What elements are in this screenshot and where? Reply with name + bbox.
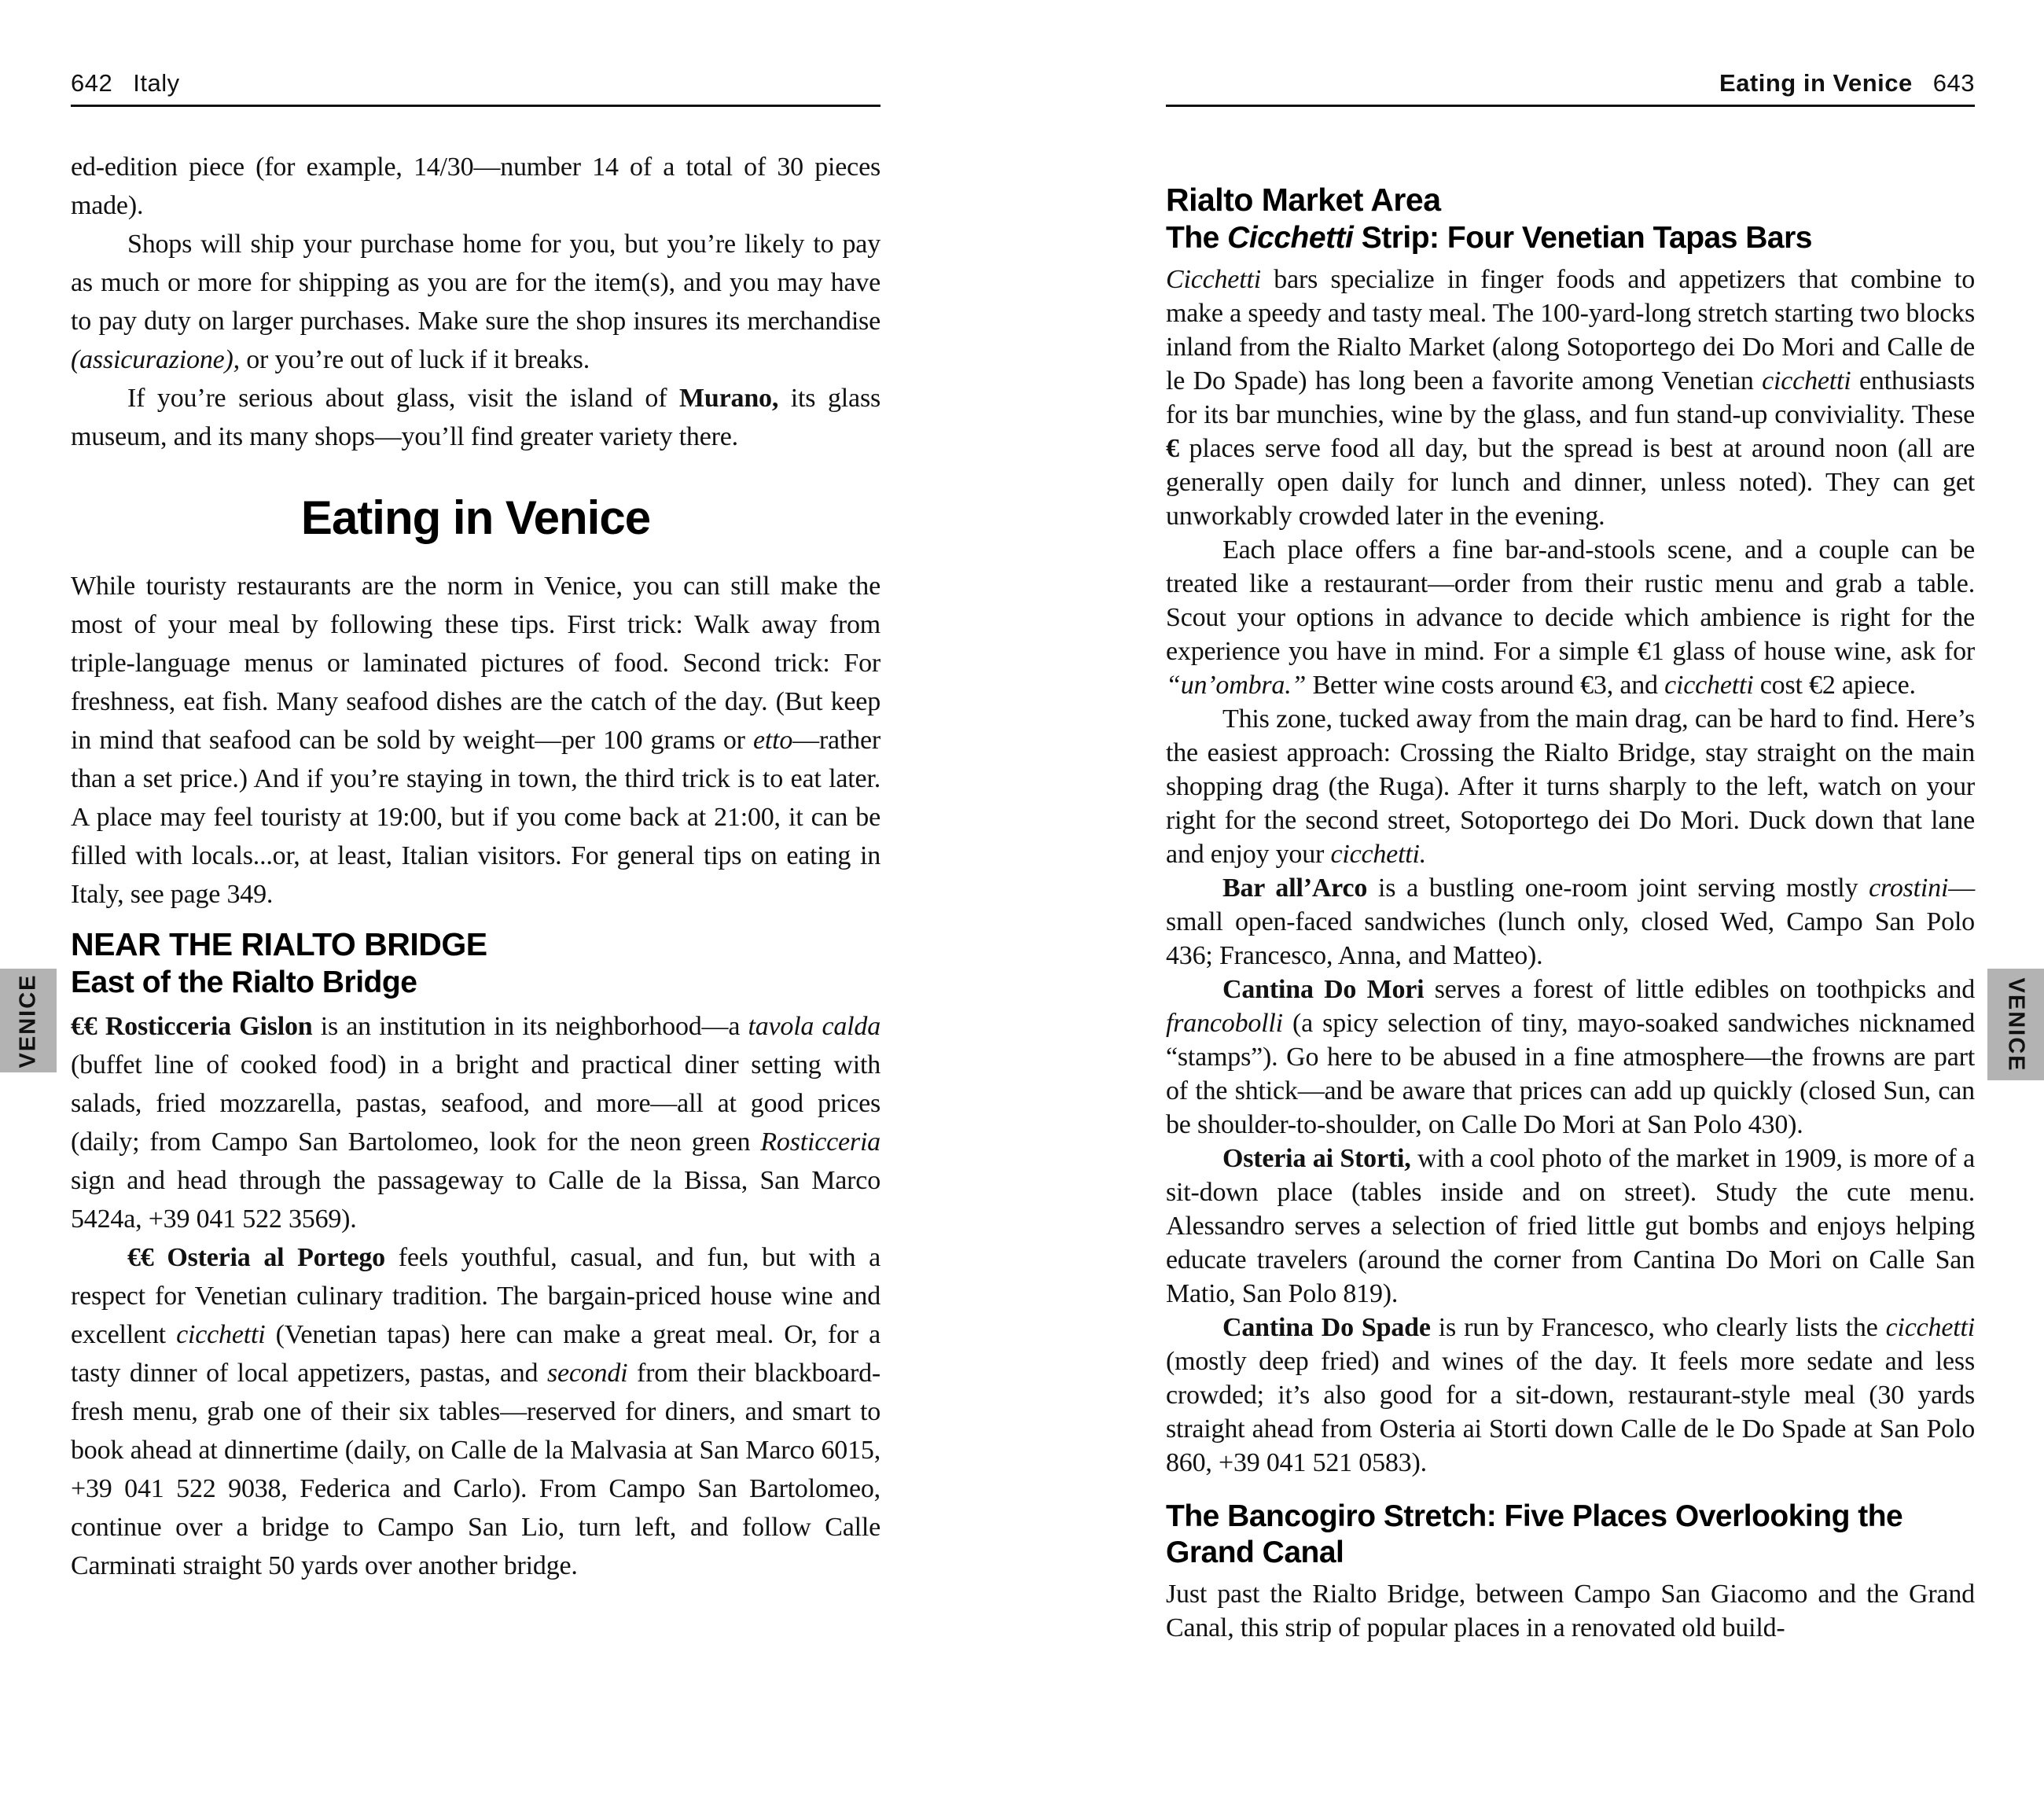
text-run: €€ Osteria al Portego [127,1243,385,1272]
text-run: Just past the Rialto Bridge, between Campo San Giacomo and the Grand Canal, this strip of popular places in a renovated old build- [1166,1580,1975,1642]
heading [1166,220,1975,256]
heading [71,491,880,545]
paragraph [1166,1142,1975,1311]
text-run: sign and head through the passageway to Calle de la Bissa, San Marco 5424a, +39 041 522 3569). [71,1166,880,1234]
text-run: € [1166,434,1179,463]
text-run: is run by Francesco, who clearly lists the [1430,1313,1886,1342]
text-run: While touristy restaurants are the norm in Venice, you can still make the most of your meal by following these tips. First trick: Walk away from triple-language menus or laminated pictures of food. Second trick: For freshness, eat fish. Many seafood dishes are the catch of the day. (But keep in mind that seafood can be sold by weight—per 100 grams or [71,572,880,755]
text-run: The [1166,221,1228,255]
text-run: Cantina Do Mori [1222,975,1425,1004]
text-run: “un’ombra.” [1166,671,1307,700]
paragraph [71,567,880,914]
page-left-running-header [71,69,880,97]
text-run: Bar all’Arco [1222,874,1368,903]
page-right [1166,0,1975,1817]
text-run: cicchetti. [1330,840,1427,869]
text-run: (a spicy selection of tiny, mayo-soaked sandwiches nicknamed “stamps”). Go here to be abused in a fine atmosphere—the frowns are part of the shtick—and be aware that prices can add up quickly (closed Sun, can be shoulder-to-shoulder, on Calle Do Mori at San Polo 430). [1166,1009,1975,1139]
text-run: its glass museum, and its many shops—you’ll find greater variety there. [71,384,881,451]
text-run: feels youthful, casual, and fun, but with a respect for Venetian culinary tradition. The bargain-priced house wine and excellent [71,1243,880,1349]
page-left [71,0,880,1817]
text-run: is a bustling one-room joint serving mostly [1367,874,1869,903]
text-run: —rather than a set price.) And if you’re staying in town, the third trick is to eat later. A place may feel touristy at 19:00, but if you come back at 21:00, it can be filled with locals...or, at least, Italian visitors. For general tips on eating in Italy, see page 349. [71,726,880,909]
text-run: or you’re out of luck if it breaks. [239,345,590,374]
text-run: (mostly deep fried) and wines of the day. It feels more sedate and less crowded; it’s also good for a sit-down, restaurant-style meal (30 yards straight ahead from Osteria ai Storti down Calle de le Do Spade at San Polo 860, +39 041 521 0583). [1166,1347,1975,1477]
page-number: 643 [1932,69,1975,97]
text-run: Murano, [679,384,779,413]
text-run: secondi [546,1359,628,1388]
text-run: cicchetti [1762,366,1851,395]
text-run: Strip: Four Venetian Tapas Bars [1353,221,1812,255]
text-run: NEAR THE RIALTO BRIDGE [71,926,487,962]
text-run: cicchetti [1885,1313,1975,1342]
page-right-content [1166,169,1975,1645]
text-run: tavola calda [748,1012,880,1041]
paragraph [71,225,880,379]
text-run: ed-edition piece (for example, 14/30—number 14 of a total of 30 pieces made). [71,153,880,220]
paragraph [1166,263,1975,533]
text-run: East of the Rialto Bridge [71,966,417,999]
text-run: Rosticceria [760,1127,880,1157]
text-run: from their blackboard-fresh menu, grab one of their six tables—reserved for diners, and smart to book ahead at dinnertime (daily, on Calle de la Malvasia at San Marco 6015, +39 041 522 9038, Federica and Carlo). From Campo San Bartolomeo, continue over a bridge to Campo San Lio, turn left, and follow Calle Carminati straight 50 yards over another bridge. [71,1359,880,1580]
text-run: Cantina Do Spade [1222,1313,1431,1342]
text-run: etto [752,726,793,755]
text-run: Cicchetti [1227,221,1354,255]
venice-thumb-tab-right [1987,969,2044,1080]
heading [71,965,880,1001]
text-run: cost €2 apiece. [1753,671,1916,700]
text-run: Shops will ship your purchase home for you, but you’re likely to pay as much or more for shipping as you are for the item(s), and you may have to pay duty on larger purchases. Make sure the shop insures its merchandise [71,230,880,336]
text-run: If you’re serious about glass, visit the island of [127,384,680,413]
paragraph [1166,533,1975,702]
text-run: (assicurazione), [71,345,240,374]
paragraph [1166,871,1975,973]
text-run: Rialto Market Area [1166,182,1441,218]
text-run: —small open-faced sandwiches (lunch only, closed Wed, Campo San Polo 436; Francesco, Anna, and Matteo). [1166,874,1975,970]
paragraph [1166,1577,1975,1645]
paragraph [1166,702,1975,871]
running-section-title: Eating in Venice [1719,69,1913,97]
text-run: is an institution in its neighborhood—a [312,1012,748,1041]
text-run: cicchetti [1664,671,1754,700]
text-run: crostini [1869,874,1949,903]
header-rule [1166,105,1975,107]
paragraph [1166,1311,1975,1480]
paragraph [71,148,880,225]
venice-thumb-tab-left [0,969,57,1072]
text-run: cicchetti [176,1320,266,1349]
text-run: This zone, tucked away from the main drag, can be hard to find. Here’s the easiest approach: Crossing the Rialto Bridge, stay straight on the main shopping drag (the Ruga). After it turns sharply to the left, watch on your right for the second street, Sotoportego dei Do Mori. Duck down that lane and enjoy your [1166,704,1975,869]
text-run: Each place offers a fine bar-and-stools scene, and a couple can be treated like a restaurant—order from their rustic menu and grab a table. Scout your options in advance to decide which ambience is right for the experience you have in mind. For a simple €1 glass of house wine, ask for [1166,535,1975,666]
heading [1166,182,1975,219]
heading [1166,1499,1975,1571]
text-run: Eating in Venice [300,491,651,544]
paragraph [71,379,880,456]
text-run: places serve food all day, but the spread is best at around noon (all are generally open daily for lunch and dinner, unless noted). They can get unworkably crowded later in the evening. [1166,434,1975,531]
text-run: francobolli [1166,1009,1283,1038]
paragraph [71,1007,880,1238]
text-run: Better wine costs around €3, and [1306,671,1665,700]
text-run: The Bancogiro Stretch: Five Places Overlooking the Grand Canal [1166,1499,1903,1569]
heading [71,926,880,963]
page-right-running-header [1166,69,1975,97]
text-run: Osteria ai Storti, [1222,1144,1411,1173]
text-run: serves a forest of little edibles on toothpicks and [1424,975,1975,1004]
text-run: Cicchetti [1166,265,1261,294]
text-run: with a cool photo of the market in 1909, is more of a sit-down place (tables inside and on street). Study the cute menu. Alessandro serves a selection of fried little gut bombs and enjoys helping educate travelers (around the corner from Cantina Do Mori on Calle San Matio, San Polo 819). [1166,1144,1975,1308]
paragraph [1166,973,1975,1142]
text-run: €€ Rosticceria Gislon [71,1012,313,1041]
text-run: enthusiasts for its bar munchies, wine by the glass, and fun stand-up conviviality. These [1166,366,1975,429]
venice-tab-label: VENICE [15,973,41,1068]
paragraph [71,1238,880,1585]
text-run: (buffet line of cooked food) in a bright and practical diner setting with salads, fried mozzarella, pastas, seafood, and more—all at good prices (daily; from Campo San Bartolomeo, look for the neon green [71,1050,880,1157]
text-run: bars specialize in finger foods and appetizers that combine to make a speedy and tasty meal. The 100-yard-long stretch starting two blocks inland from the Rialto Market (along Sotoportego dei Do Mori and Calle de le Do Spade) has long been a favorite among Venetian [1166,265,1975,395]
header-rule [71,105,880,107]
page-number: 642 [71,69,113,97]
page-left-content [71,148,880,1585]
running-section-title: Italy [133,69,180,97]
text-run: (Venetian tapas) here can make a great meal. Or, for a tasty dinner of local appetizers, pastas, and [71,1320,880,1388]
venice-tab-label: VENICE [2003,977,2029,1072]
